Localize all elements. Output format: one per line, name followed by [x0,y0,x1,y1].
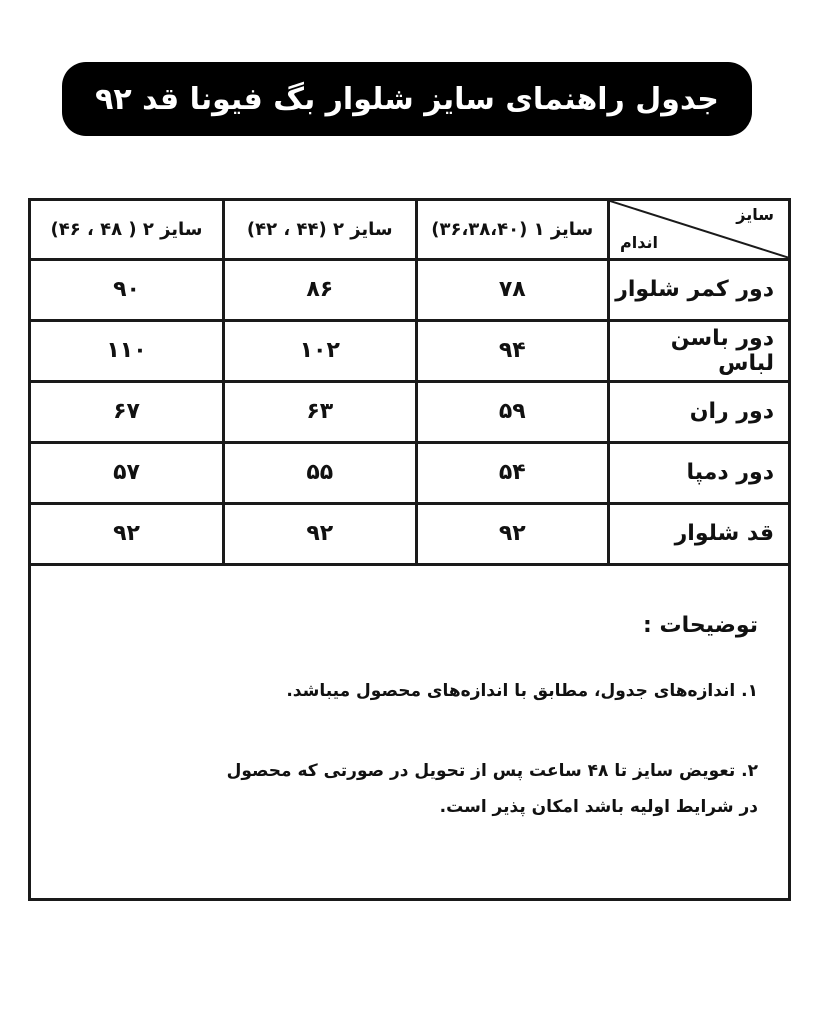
header-size-1: سایز ۱ (۳۶،۳۸،۴۰) [416,201,609,259]
table-row [31,320,788,381]
note-item-1: ۱. اندازه‌های جدول، مطابق با اندازه‌های محصول میباشد. [286,681,758,701]
title-banner [62,62,752,136]
table-row [31,381,788,442]
header-size-3: سایز ۲ ( ۴۸ ، ۴۶) [31,201,224,259]
notes-title: توضیحات : [643,613,758,638]
page-title: جدول راهنمای سایز شلوار بگ فیونا قد ۹۲ [95,81,719,117]
cell-value: ۷۸ [416,259,609,320]
cell-value: ۹۴ [416,320,609,381]
cell-value: ۶۷ [31,381,224,442]
cell-value: ۵۹ [416,381,609,442]
corner-size-label: سایز [736,205,774,224]
cell-value: ۵۵ [224,442,417,503]
size-table [31,201,788,566]
header-size-2: سایز ۲ (۴۴ ، ۴۲) [224,201,417,259]
cell-value: ۶۳ [224,381,417,442]
cell-value: ۱۰۲ [224,320,417,381]
cell-value: ۸۶ [224,259,417,320]
row-label-thigh: دور ران [609,381,789,442]
cell-value: ۱۱۰ [31,320,224,381]
cell-value: ۹۲ [224,503,417,564]
corner-cell [609,201,789,259]
row-label-waist: دور کمر شلوار [609,259,789,320]
table-header-row [31,201,788,259]
row-label-hip: دور باسن لباس [609,320,789,381]
table-row [31,503,788,564]
cell-value: ۵۴ [416,442,609,503]
table-row [31,442,788,503]
note-item-2-line-2: در شرایط اولیه باشد امکان پذیر است. [439,797,758,817]
cell-value: ۵۷ [31,442,224,503]
cell-value: ۹۰ [31,259,224,320]
note-item-2-line-1: ۲. تعویض سایز تا ۴۸ ساعت پس از تحویل در صورتی که محصول [226,761,758,781]
table-row [31,259,788,320]
corner-body-label: اندام [620,232,658,252]
row-label-hem: دور دمپا [609,442,789,503]
row-label-length: قد شلوار [609,503,789,564]
size-guide-frame [28,198,791,901]
cell-value: ۹۲ [416,503,609,564]
note-item-2 [118,753,758,825]
cell-value: ۹۲ [31,503,224,564]
